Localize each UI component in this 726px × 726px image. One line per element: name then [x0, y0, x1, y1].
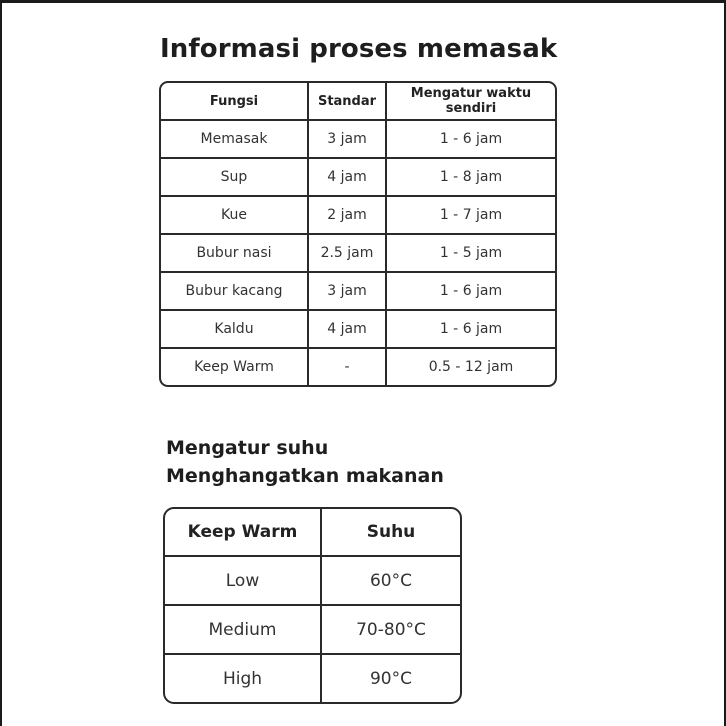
- function-cell: Kue: [161, 197, 309, 235]
- function-cell: Keep Warm: [161, 349, 309, 385]
- table-row: [161, 159, 555, 197]
- temperature-cell: 60°C: [322, 557, 460, 606]
- standard-cell: 3 jam: [309, 273, 387, 311]
- temperature-cell: 70-80°C: [322, 606, 460, 655]
- cooking-process-title: Informasi proses memasak: [160, 34, 558, 64]
- standard-cell: 3 jam: [309, 121, 387, 159]
- warming-food-heading: Menghangatkan makanan: [166, 465, 444, 487]
- function-cell: Bubur nasi: [161, 235, 309, 273]
- header-temperature: Suhu: [322, 509, 460, 557]
- warm-level-cell: Medium: [165, 606, 322, 655]
- keep-warm-temperature-table: [163, 507, 462, 704]
- temperature-cell: 90°C: [369, 668, 412, 689]
- custom-time-cell: 1 - 5 jam: [387, 235, 555, 273]
- function-cell: Sup: [161, 159, 309, 197]
- table-row: [165, 655, 460, 702]
- table-row: [161, 197, 555, 235]
- warm-level-cell: High: [165, 655, 322, 702]
- header-keep-warm: Keep Warm: [165, 509, 322, 557]
- left-border-line: [0, 0, 2, 726]
- function-cell: Kaldu: [161, 311, 309, 349]
- table-row: [161, 273, 555, 311]
- header-standard: Standar: [309, 83, 387, 121]
- cooking-process-table: [159, 81, 557, 387]
- custom-time-cell: 1 - 8 jam: [387, 159, 555, 197]
- standard-cell: 4 jam: [309, 311, 387, 349]
- function-cell: Memasak: [161, 121, 309, 159]
- custom-time-cell: 0.5 - 12 jam: [428, 359, 514, 375]
- table-header-row: [165, 509, 460, 557]
- table-row: [161, 311, 555, 349]
- custom-time-cell: 1 - 6 jam: [387, 273, 555, 311]
- table-row: [161, 235, 555, 273]
- standard-cell: -: [309, 349, 387, 385]
- temperature-setting-heading: Mengatur suhu: [166, 437, 329, 459]
- function-cell: Bubur kacang: [161, 273, 309, 311]
- table-header-row: [161, 83, 555, 121]
- custom-time-cell: 1 - 6 jam: [387, 121, 555, 159]
- header-custom-time: Mengatur waktu sendiri: [387, 83, 555, 121]
- top-border-line: [0, 0, 726, 3]
- standard-cell: 4 jam: [309, 159, 387, 197]
- table-row: [165, 557, 460, 606]
- custom-time-cell: 1 - 7 jam: [387, 197, 555, 235]
- header-function: Fungsi: [161, 83, 309, 121]
- standard-cell: 2 jam: [309, 197, 387, 235]
- table-row: [161, 121, 555, 159]
- table-row: [165, 606, 460, 655]
- standard-cell: 2.5 jam: [309, 235, 387, 273]
- warm-level-cell: Low: [165, 557, 322, 606]
- custom-time-cell: 1 - 6 jam: [387, 311, 555, 349]
- table-row: [161, 349, 555, 385]
